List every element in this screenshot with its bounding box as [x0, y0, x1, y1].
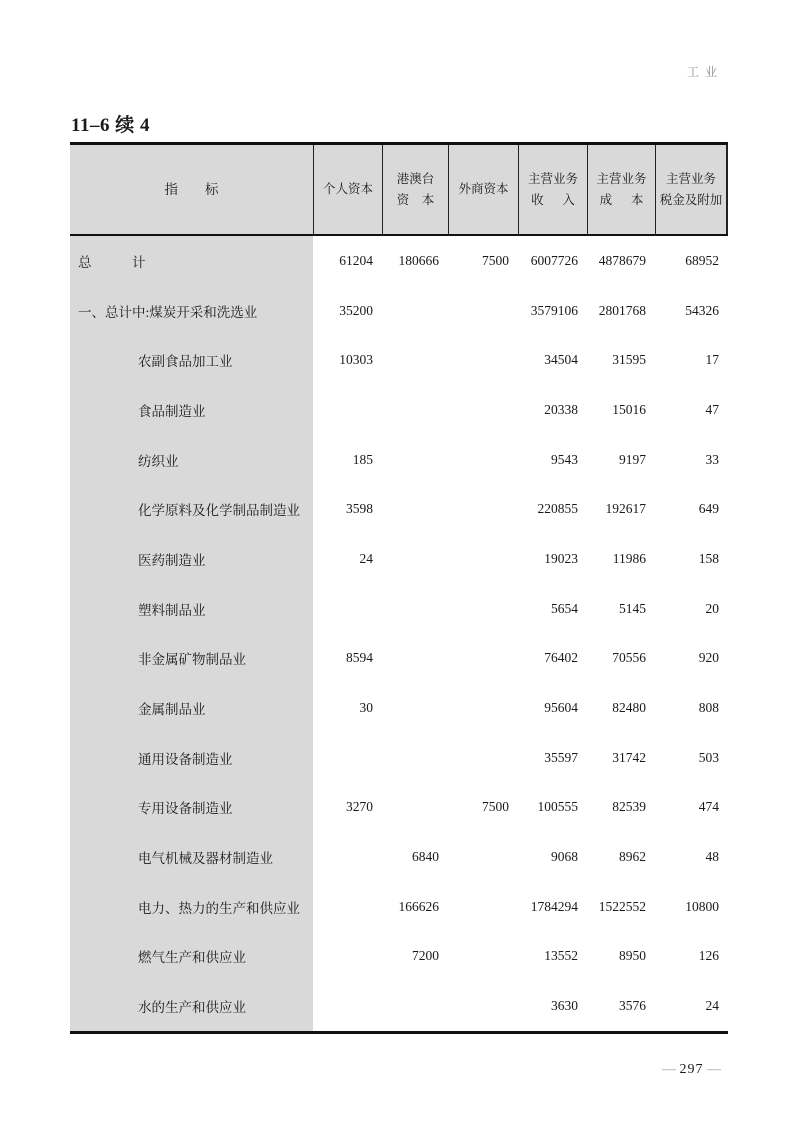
- col-header-line2: 成 本: [599, 192, 644, 207]
- cell-main-business-cost: 2801768: [598, 302, 646, 318]
- page-number-dash-right: —: [703, 1062, 721, 1077]
- cell-main-business-revenue: 20338: [544, 401, 578, 417]
- cell-personal-capital: 61204: [339, 252, 373, 268]
- table-header-row: [70, 142, 728, 236]
- cell-hk-macao-taiwan-capital: 166626: [398, 898, 439, 914]
- cell-personal-capital: 35200: [339, 302, 373, 318]
- cell-foreign-capital: 7500: [482, 799, 509, 815]
- cell-personal-capital: 8594: [346, 650, 373, 666]
- table-row: [70, 633, 728, 683]
- cell-main-business-revenue: 13552: [544, 948, 578, 964]
- page-number: [648, 1046, 721, 1094]
- col-header-hk-macao-taiwan-capital: [382, 145, 448, 234]
- table-row: [70, 733, 728, 783]
- table-row: [70, 236, 728, 286]
- cell-tax-and-surcharge: 48: [705, 848, 719, 864]
- cell-main-business-revenue: 9068: [551, 848, 578, 864]
- cell-main-business-cost: 31595: [612, 352, 646, 368]
- cell-main-business-revenue: 35597: [544, 749, 578, 765]
- cell-main-business-revenue: 76402: [544, 650, 578, 666]
- cell-main-business-cost: 15016: [612, 401, 646, 417]
- page-number-dash-left: —: [662, 1062, 680, 1077]
- page-title: 11–6 续 4: [71, 115, 150, 136]
- cell-main-business-revenue: 3579106: [530, 302, 578, 318]
- table-row: [70, 782, 728, 832]
- cell-tax-and-surcharge: 474: [698, 799, 719, 815]
- cell-main-business-cost: 8962: [619, 848, 646, 864]
- cell-personal-capital: 185: [352, 451, 373, 467]
- cell-tax-and-surcharge: 649: [698, 501, 719, 517]
- col-header-personal-capital: [313, 145, 382, 234]
- col-header-line1: 港澳台: [396, 171, 435, 186]
- cell-main-business-revenue: 100555: [537, 799, 578, 815]
- row-label: 医药制造业: [138, 552, 206, 568]
- cell-main-business-cost: 8950: [619, 948, 646, 964]
- cell-main-business-revenue: 3630: [551, 997, 578, 1013]
- cell-hk-macao-taiwan-capital: 7200: [412, 948, 439, 964]
- row-label: 非金属矿物制品业: [138, 652, 246, 668]
- cell-foreign-capital: 7500: [482, 252, 509, 268]
- cell-tax-and-surcharge: 808: [698, 699, 719, 715]
- cell-personal-capital: 3270: [346, 799, 373, 815]
- cell-main-business-cost: 82539: [612, 799, 646, 815]
- col-header-main-business-cost: [587, 145, 655, 234]
- cell-main-business-cost: 3576: [619, 997, 646, 1013]
- cell-main-business-revenue: 34504: [544, 352, 578, 368]
- row-label: 化学原料及化学制品制造业: [138, 503, 300, 519]
- cell-main-business-cost: 9197: [619, 451, 646, 467]
- chapter-corner-label: 工业: [686, 65, 723, 79]
- table-row: [70, 534, 728, 584]
- cell-main-business-cost: 82480: [612, 699, 646, 715]
- cell-tax-and-surcharge: 47: [705, 401, 719, 417]
- row-label: 塑料制品业: [138, 602, 206, 618]
- col-header-tax-and-surcharge: [655, 145, 728, 234]
- cell-main-business-revenue: 1784294: [530, 898, 578, 914]
- table-row: [70, 484, 728, 534]
- col-header-label: 指 标: [164, 182, 219, 197]
- col-header-main-business-revenue: [518, 145, 587, 234]
- col-header-line1: 主营业务: [665, 171, 716, 186]
- table-row: [70, 286, 728, 336]
- col-header-line2: 收 入: [531, 192, 575, 207]
- cell-main-business-cost: 11986: [612, 550, 646, 566]
- row-label: 电气机械及器材制造业: [138, 850, 273, 866]
- row-label: 电力、热力的生产和供应业: [138, 900, 300, 916]
- row-label: 食品制造业: [138, 403, 206, 419]
- cell-main-business-revenue: 220855: [537, 501, 578, 517]
- cell-hk-macao-taiwan-capital: 6840: [412, 848, 439, 864]
- cell-personal-capital: 24: [359, 550, 373, 566]
- table-row: [70, 683, 728, 733]
- cell-personal-capital: 3598: [346, 501, 373, 517]
- cell-main-business-revenue: 95604: [544, 699, 578, 715]
- cell-main-business-cost: 70556: [612, 650, 646, 666]
- table-row: [70, 931, 728, 981]
- col-header-indicator: [70, 145, 313, 234]
- cell-tax-and-surcharge: 17: [705, 352, 719, 368]
- col-header-line1: 主营业务: [596, 171, 647, 186]
- cell-main-business-revenue: 19023: [544, 550, 578, 566]
- cell-main-business-cost: 5145: [619, 600, 646, 616]
- row-label: 农副食品加工业: [138, 354, 233, 370]
- page-number-value: 297: [679, 1062, 704, 1077]
- table-row: [70, 335, 728, 385]
- col-header-line1: 主营业务: [527, 171, 578, 186]
- cell-tax-and-surcharge: 20: [705, 600, 719, 616]
- cell-main-business-cost: 192617: [605, 501, 646, 517]
- table-row: [70, 832, 728, 882]
- table-row: [70, 385, 728, 435]
- row-label: 纺织业: [138, 453, 179, 469]
- cell-tax-and-surcharge: 920: [698, 650, 719, 666]
- cell-tax-and-surcharge: 126: [698, 948, 719, 964]
- cell-tax-and-surcharge: 158: [698, 550, 719, 566]
- statistics-table: [70, 142, 728, 1034]
- cell-personal-capital: 30: [359, 699, 373, 715]
- cell-tax-and-surcharge: 503: [698, 749, 719, 765]
- row-label: 总 计: [78, 254, 146, 270]
- row-label: 金属制品业: [138, 701, 206, 717]
- col-header-line2: 资 本: [396, 192, 435, 207]
- row-label: 通用设备制造业: [138, 751, 233, 767]
- col-header-foreign-capital: [448, 145, 518, 234]
- col-header-line1: 个人资本: [322, 182, 373, 196]
- cell-tax-and-surcharge: 33: [705, 451, 719, 467]
- row-label: 燃气生产和供应业: [138, 950, 246, 966]
- table-row: [70, 584, 728, 634]
- cell-tax-and-surcharge: 54326: [685, 302, 719, 318]
- row-label: 专用设备制造业: [138, 801, 233, 817]
- cell-tax-and-surcharge: 10800: [685, 898, 719, 914]
- table-row: [70, 981, 728, 1031]
- cell-main-business-cost: 31742: [612, 749, 646, 765]
- cell-main-business-cost: 1522552: [598, 898, 646, 914]
- cell-hk-macao-taiwan-capital: 180666: [398, 252, 439, 268]
- table-body: [70, 236, 728, 1034]
- table-row: [70, 882, 728, 932]
- col-header-line1: 外商资本: [458, 182, 509, 196]
- cell-tax-and-surcharge: 24: [705, 997, 719, 1013]
- table-row: [70, 435, 728, 485]
- cell-personal-capital: 10303: [339, 352, 373, 368]
- row-label: 水的生产和供应业: [138, 999, 246, 1015]
- cell-main-business-cost: 4878679: [598, 252, 646, 268]
- cell-main-business-revenue: 5654: [551, 600, 578, 616]
- cell-main-business-revenue: 6007726: [530, 252, 578, 268]
- cell-main-business-revenue: 9543: [551, 451, 578, 467]
- col-header-line2: 税金及附加: [659, 192, 723, 207]
- cell-tax-and-surcharge: 68952: [685, 252, 719, 268]
- row-label: 一、总计中:煤炭开采和洗选业: [78, 304, 258, 320]
